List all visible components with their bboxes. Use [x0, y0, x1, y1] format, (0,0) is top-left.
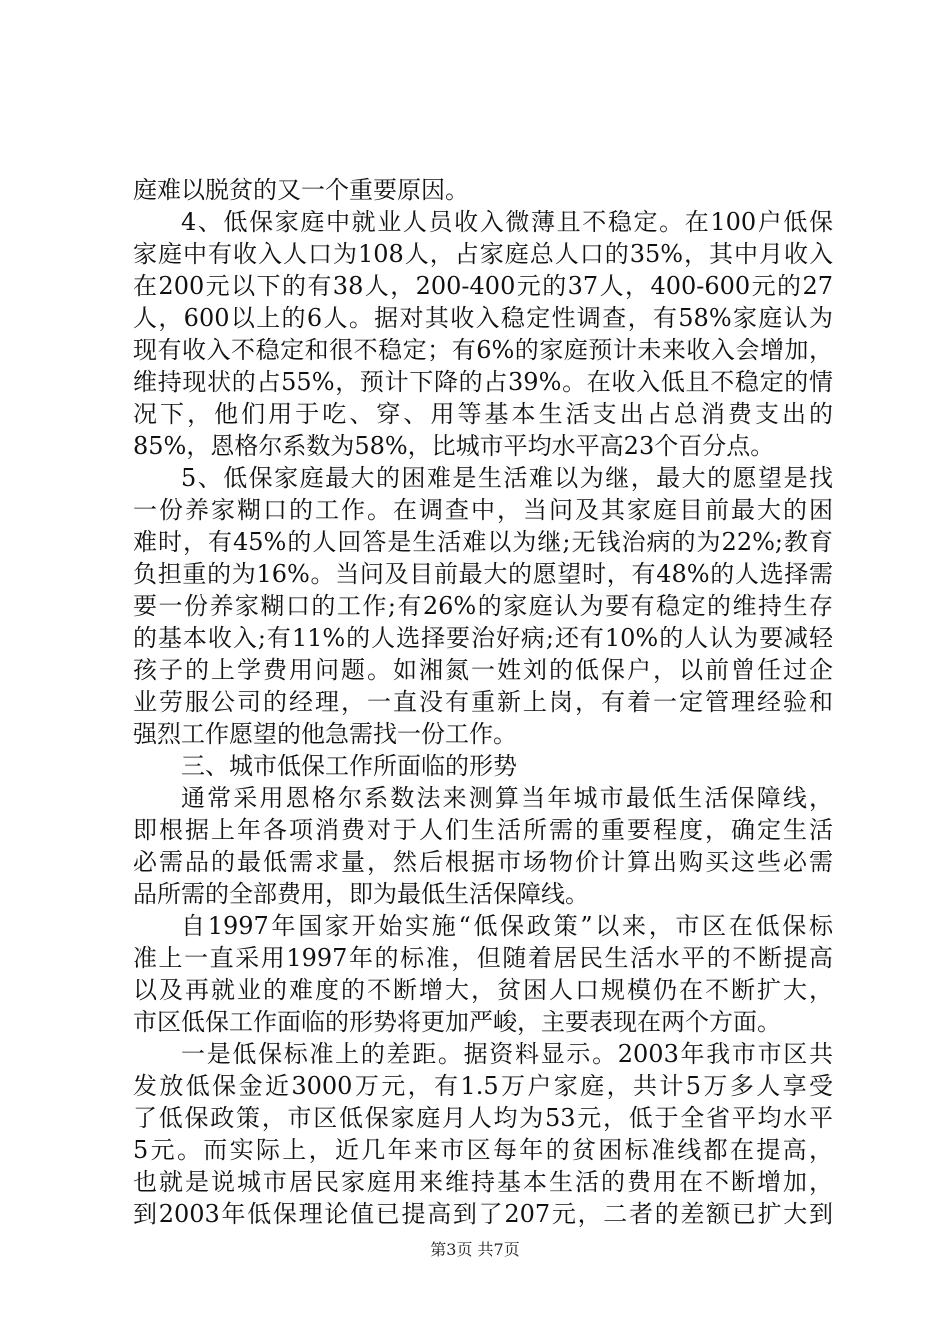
text-line: 一份养家糊口的工作。在调查中，当问及其家庭目前最大的困: [133, 496, 833, 524]
text-line: 一是低保标准上的差距。据资料显示。2003年我市市区共: [181, 1040, 833, 1068]
text-line: 现有收入不稳定和很不稳定；有6%的家庭预计未来收入会增加，: [133, 336, 833, 364]
text-line: 必需品的最低需求量，然后根据市场物价计算出购买这些必需: [133, 848, 833, 876]
text-line: 发放低保金近3000万元，有1.5万户家庭，共计5万多人享受: [133, 1072, 833, 1100]
section-heading: 三、城市低保工作所面临的形势: [181, 752, 517, 780]
text-line: 家庭中有收入人口为108人，占家庭总人口的35%，其中月收入: [133, 240, 833, 268]
text-line: 5、低保家庭最大的困难是生活难以为继，最大的愿望是找: [181, 464, 833, 492]
text-line: 维持现状的占55%，预计下降的占39%。在收入低且不稳定的情: [133, 368, 833, 396]
text-line: 到2003年低保理论值已提高到了207元，二者的差额已扩大到: [133, 1200, 833, 1228]
text-line: 人，600以上的6人。据对其收入稳定性调查，有58%家庭认为: [133, 304, 833, 332]
text-line: 况下，他们用于吃、穿、用等基本生活支出占总消费支出的: [133, 400, 833, 428]
text-line: 难时，有45%的人回答是生活难以为继;无钱治病的为22%;教育: [133, 528, 833, 556]
text-line: 了低保政策，市区低保家庭月人均为53元，低于全省平均水平: [133, 1104, 833, 1132]
text-line: 5元。而实际上，近几年来市区每年的贫困标准线都在提高，: [133, 1136, 833, 1164]
text-line: 自1997年国家开始实施“低保政策”以来，市区在低保标: [181, 912, 833, 940]
text-line: 孩子的上学费用问题。如湘氮一姓刘的低保户，以前曾任过企: [133, 656, 833, 684]
text-line: 也就是说城市居民家庭用来维持基本生活的费用在不断增加，: [133, 1168, 833, 1196]
text-line: 负担重的为16%。当问及目前最大的愿望时，有48%的人选择需: [133, 560, 833, 588]
text-line: 品所需的全部费用，即为最低生活保障线。: [133, 880, 589, 908]
text-line: 在200元以下的有38人，200-400元的37人，400-600元的27: [133, 272, 833, 300]
text-line: 4、低保家庭中就业人员收入微薄且不稳定。在100户低保: [181, 208, 833, 236]
text-line: 强烈工作愿望的他急需找一份工作。: [133, 720, 517, 748]
text-line: 通常采用恩格尔系数法来测算当年城市最低生活保障线，: [181, 784, 833, 812]
text-line: 85%，恩格尔系数为58%，比城市平均水平高23个百分点。: [133, 432, 775, 460]
text-line: 业劳服公司的经理，一直没有重新上岗，有着一定管理经验和: [133, 688, 833, 716]
text-line: 即根据上年各项消费对于人们生活所需的重要程度，确定生活: [133, 816, 833, 844]
text-line: 要一份养家糊口的工作;有26%的家庭认为要有稳定的维持生存: [133, 592, 833, 620]
text-line: 庭难以脱贫的又一个重要原因。: [133, 176, 469, 204]
text-line: 市区低保工作面临的形势将更加严峻，主要表现在两个方面。: [133, 1008, 781, 1036]
text-line: 准上一直采用1997年的标准，但随着居民生活水平的不断提高: [133, 944, 833, 972]
page-number-footer: 第3页 共7页: [430, 1240, 520, 1259]
text-line: 的基本收入;有11%的人选择要治好病;还有10%的人认为要减轻: [133, 624, 833, 652]
text-line: 以及再就业的难度的不断增大，贫困人口规模仍在不断扩大，: [133, 976, 833, 1004]
